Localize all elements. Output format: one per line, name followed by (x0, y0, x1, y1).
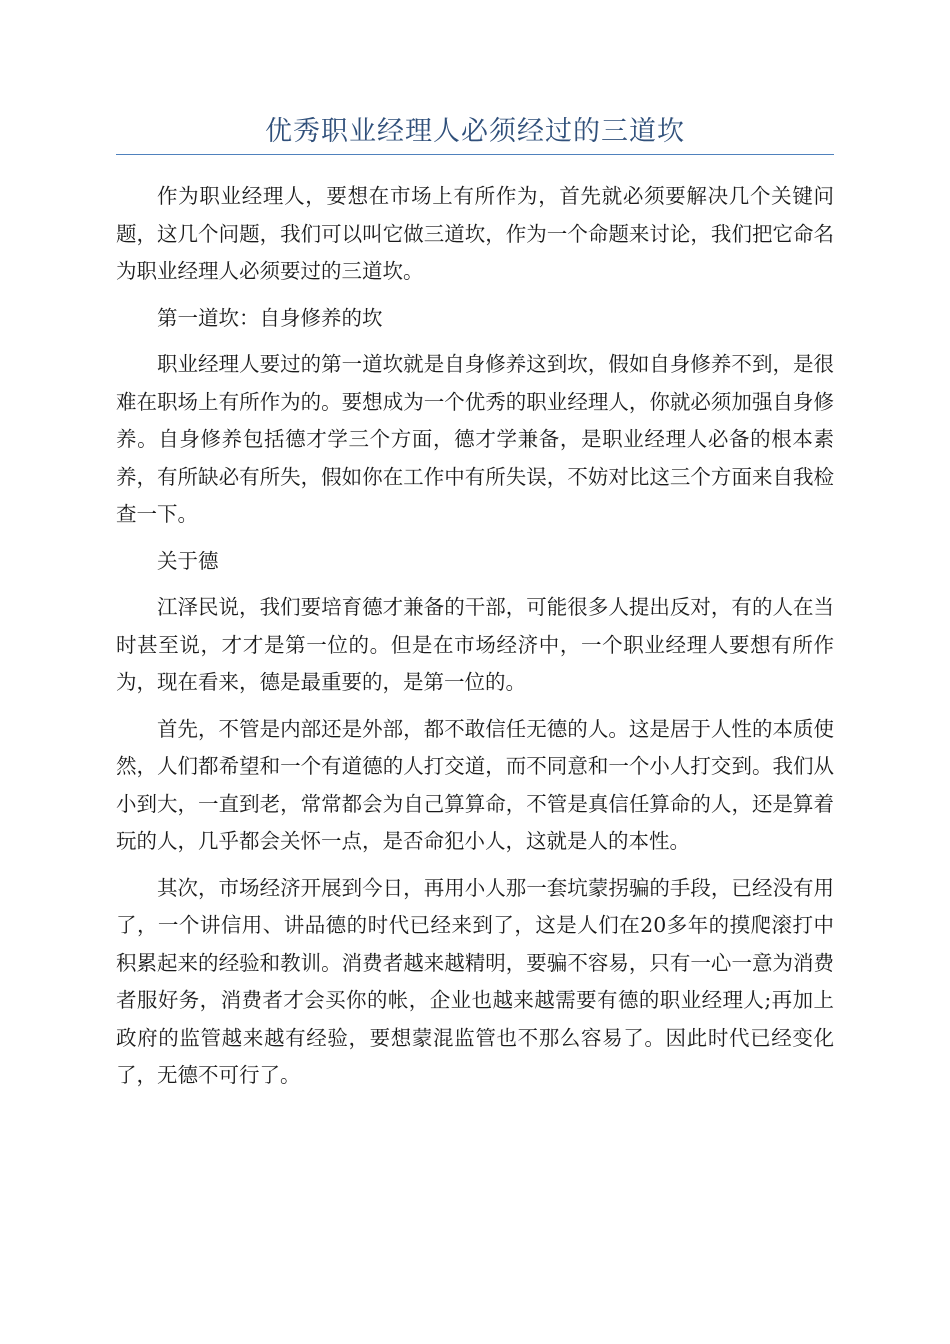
paragraph-self-cultivation: 职业经理人要过的第一道坎就是自身修养这到坎，假如自身修养不到，是很难在职场上有所作为的。要想成为一个优秀的职业经理人，你就必须加强自身修养。自身修养包括德才学三个方面，德才学兼备，是职业经理人必备的根本素养，有所缺必有所失，假如你在工作中有所失误，不妨对比这三个方面来自我检查一下。 (116, 352, 834, 526)
paragraph-virtue-intro: 江泽民说，我们要培育德才兼备的干部，可能很多人提出反对，有的人在当时甚至说，才才是第一位的。但是在市场经济中，一个职业经理人要想有所作为，现在看来，德是最重要的，是第一位的。 (116, 595, 834, 694)
title-underline (116, 154, 834, 155)
document-body (116, 178, 834, 1104)
paragraph-first-point: 首先，不管是内部还是外部，都不敢信任无德的人。这是居于人性的本质使然，人们都希望和一个有道德的人打交道，而不同意和一个小人打交到。我们从小到大，一直到老，常常都会为自己算算命，不管是真信任算命的人，还是算着玩的人，几乎都会关怀一点，是否命犯小人，这就是人的本性。 (116, 716, 834, 853)
document-title: 优秀职业经理人必须经过的三道坎 (265, 116, 685, 147)
section-heading-first-hurdle: 第一道坎：自身修养的坎 (157, 305, 383, 330)
section-heading-virtue: 关于德 (157, 548, 219, 573)
paragraph-second-point: 其次，市场经济开展到今日，再用小人那一套坑蒙拐骗的手段，已经没有用了，一个讲信用、讲品德的时代已经来到了，这是人们在20多年的摸爬滚打中积累起来的经验和教训。消费者越来越精明，要骗不容易，只有一心一意为消费者服好务，消费者才会买你的帐，企业也越来越需要有德的职业经理人;再加上政府的监管越来越有经验，要想蒙混监管也不那么容易了。因此时代已经变化了，无德不可行了。 (116, 875, 834, 1087)
paragraph-intro: 作为职业经理人，要想在市场上有所作为，首先就必须要解决几个关键问题，这几个问题，我们可以叫它做三道坎，作为一个命题来讨论，我们把它命名为职业经理人必须要过的三道坎。 (116, 184, 834, 283)
